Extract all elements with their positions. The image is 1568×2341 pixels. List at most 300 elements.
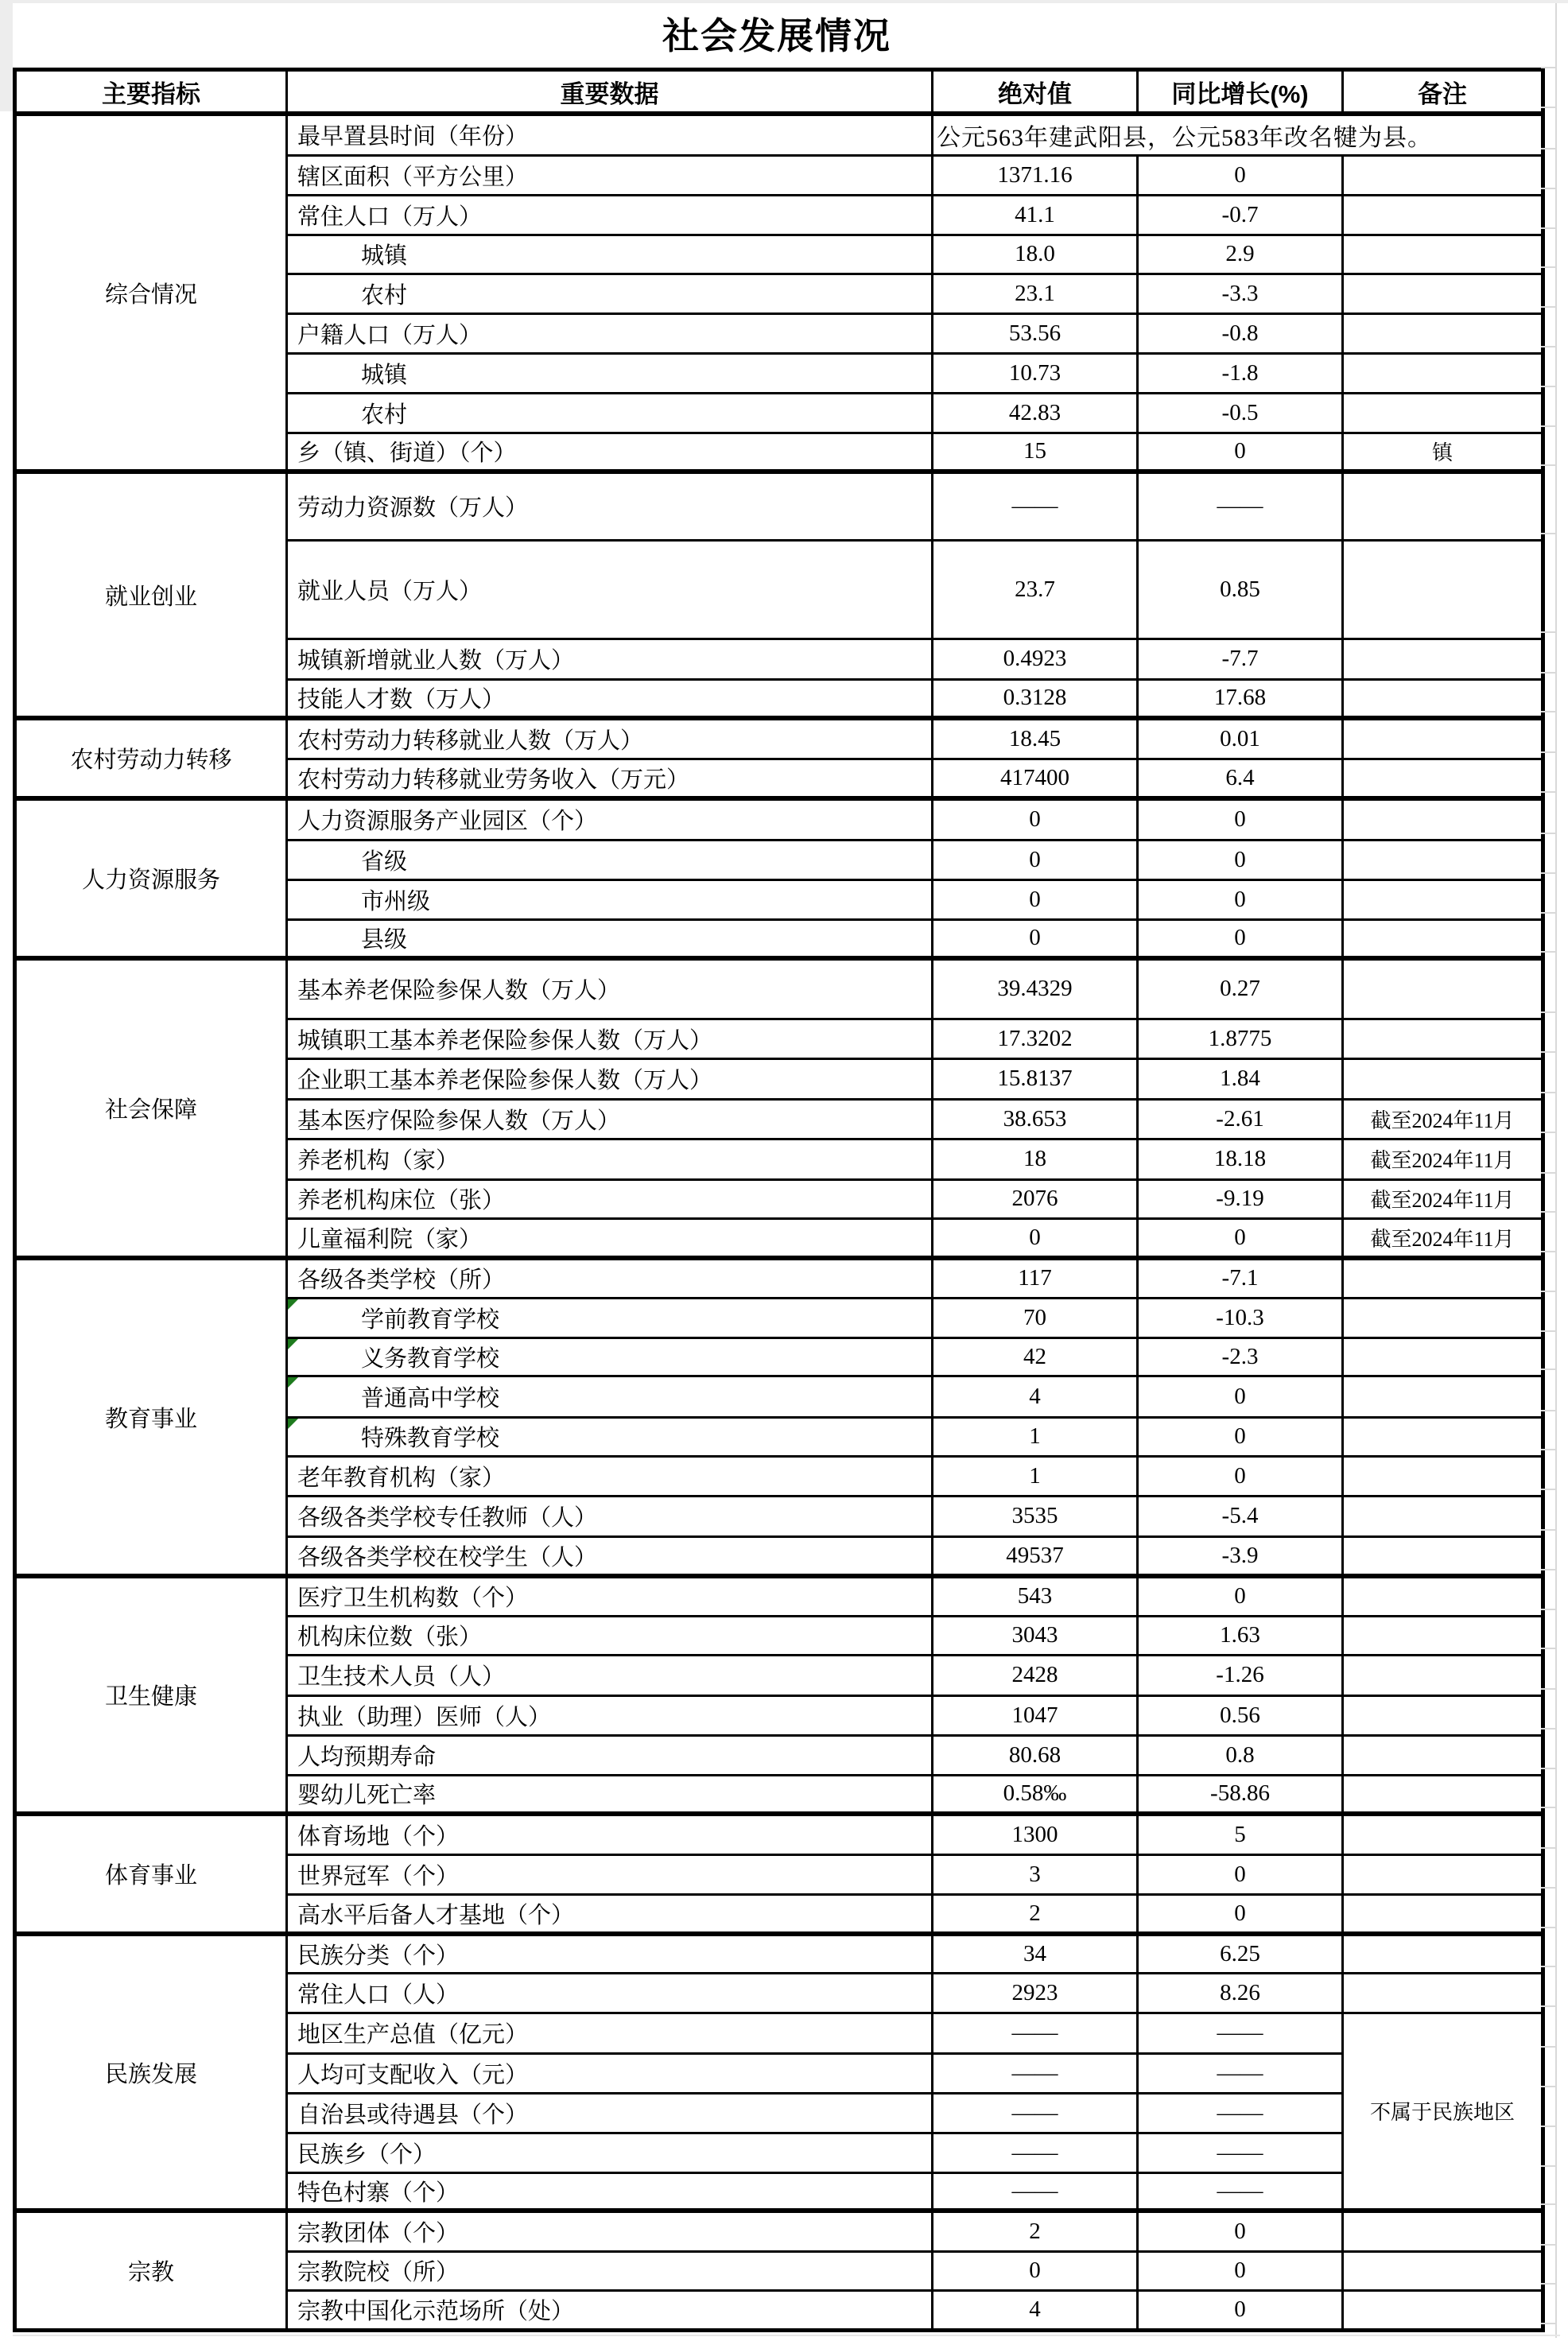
indicator-label-cell [287,1376,933,1417]
indicator-label-cell [287,472,933,540]
remark-cell [1343,235,1543,274]
indicator-label: 农村 [361,282,408,309]
absolute-value-cell: 0 [933,798,1138,840]
indicator-label-cell [287,1058,933,1099]
gutter-gridline [1541,1529,1555,1531]
remark-cell [1343,313,1543,353]
absolute-value-cell: 18 [933,1139,1138,1179]
indicator-label-cell [287,798,933,840]
gutter-gridline [1541,2046,1555,2048]
remark-cell [1343,798,1543,840]
indicator-label-cell [287,2013,933,2053]
section-name-cell: 教育事业 [15,1258,287,1576]
absolute-value-cell: 0.4923 [933,639,1138,679]
absolute-value-cell: 4 [933,2290,1138,2330]
indicator-label-cell [287,2133,933,2172]
absolute-value-cell: 1 [933,1417,1138,1456]
remark-cell [1343,1775,1543,1814]
table-row [15,1814,1543,1854]
indicator-label: 卫生技术人员（人） [297,1664,506,1690]
yoy-value-cell: —— [1138,2133,1343,2172]
gutter-gridline [1541,1410,1555,1411]
indicator-label: 机构床位数（张） [297,1625,483,1650]
remark-cell [1343,1019,1543,1058]
indicator-label: 县级 [361,927,408,953]
indicator-label: 体育场地（个） [297,1823,460,1850]
yoy-value-cell: 0.85 [1138,540,1343,639]
indicator-label: 户籍人口（万人） [297,322,483,348]
indicator-label: 义务教育学校 [361,1345,500,1372]
indicator-label: 执业（助理）医师（人） [297,1704,552,1730]
indicator-label-cell [287,1854,933,1894]
yoy-value-cell: -0.7 [1138,195,1343,235]
gutter-gridline [1541,1728,1555,1730]
absolute-value-cell: 0 [933,1218,1138,1258]
yoy-value-cell: 0 [1138,433,1343,472]
absolute-value-cell: 0.3128 [933,679,1138,718]
gutter-gridline [1541,951,1555,953]
absolute-value-cell: 0 [933,2251,1138,2290]
gutter-gridline [1541,306,1555,308]
indicator-label-cell [287,313,933,353]
error-marker-icon [288,1339,298,1349]
indicator-label: 养老机构床位（张） [297,1188,506,1213]
absolute-value-cell: 2923 [933,1973,1138,2013]
absolute-value-cell: —— [933,472,1138,540]
gutter-gridline [1541,148,1555,149]
section-name-cell: 民族发展 [15,1934,287,2211]
yoy-value-cell: —— [1138,472,1343,540]
remark-cell: 截至2024年11月 [1343,1179,1543,1218]
yoy-value-cell: -5.4 [1138,1496,1343,1536]
yoy-value-cell: 6.25 [1138,1934,1343,1973]
gutter-gridline [1541,631,1555,633]
remark-cell [1343,1735,1543,1775]
gutter-gridline [1541,1330,1555,1332]
absolute-value-cell: 15 [933,433,1138,472]
error-marker-icon [288,1299,298,1310]
indicator-label-cell [287,235,933,274]
indicator-label: 宗教院校（所） [297,2260,460,2285]
absolute-value-cell: 41.1 [933,195,1138,235]
indicator-label-cell [287,2172,933,2211]
remark-cell [1343,1695,1543,1735]
indicator-label-cell [287,1973,933,2013]
indicator-label: 学前教育学校 [361,1306,500,1333]
absolute-value-cell: 49537 [933,1536,1138,1576]
gutter-gridline [1541,1172,1555,1174]
gutter-gridline [1541,1092,1555,1093]
indicator-label: 各级各类学校专任教师（人） [297,1505,598,1531]
yoy-value-cell: 0 [1138,2290,1343,2330]
indicator-label: 农村 [361,402,408,428]
table-row [15,718,1543,759]
indicator-label: 人均预期寿命 [297,1744,437,1770]
error-marker-icon [288,1419,298,1429]
indicator-label-cell [287,2251,933,2290]
yoy-value-cell: —— [1138,2172,1343,2211]
page-edge-left [0,0,13,111]
yoy-value-cell: -7.1 [1138,1258,1343,1298]
indicator-label: 人均可支配收入（元） [297,2062,529,2088]
remark-cell [1343,195,1543,235]
yoy-value-cell: 1.8775 [1138,1019,1343,1058]
gutter-gridline [1541,533,1555,534]
remark-cell [1343,1576,1543,1616]
yoy-value-cell: -7.7 [1138,639,1343,679]
absolute-value-cell: 4 [933,1376,1138,1417]
indicator-label: 企业职工基本养老保险参保人数（万人） [297,1068,713,1093]
gutter-gridline [1541,1569,1555,1570]
absolute-value-cell: 417400 [933,759,1138,798]
gutter-gridline [1541,1291,1555,1292]
indicator-label: 世界冠军（个） [297,1863,460,1889]
gutter-gridline [1541,2283,1555,2285]
remark-cell [1343,1496,1543,1536]
yoy-value-cell: 0 [1138,1376,1343,1417]
indicator-label-cell [287,679,933,718]
indicator-label-cell [287,1456,933,1496]
remark-cell [1343,274,1543,313]
gutter-gridline [1541,1927,1555,1928]
indicator-label-cell [287,919,933,958]
yoy-value-cell: 0.01 [1138,718,1343,759]
remark-cell [1343,1655,1543,1695]
section-name-cell: 就业创业 [15,472,287,718]
yoy-value-cell: 6.4 [1138,759,1343,798]
table-row [15,114,1543,155]
remark-cell [1343,1536,1543,1576]
indicator-label-cell [287,1258,933,1298]
absolute-value-cell: 3 [933,1854,1138,1894]
remark-cell: 截至2024年11月 [1343,1139,1543,1179]
indicator-label-cell [287,1019,933,1058]
absolute-value-cell: 23.7 [933,540,1138,639]
absolute-value-cell: 53.56 [933,313,1138,353]
indicator-label-cell [287,1735,933,1775]
absolute-value-cell: —— [933,2053,1138,2093]
absolute-value-cell: 543 [933,1576,1138,1616]
yoy-value-cell: 0 [1138,1417,1343,1456]
yoy-value-cell: 5 [1138,1814,1343,1854]
table-row [15,472,1543,540]
absolute-value-cell: 0.58‰ [933,1775,1138,1814]
indicator-label: 乡（镇、街道）（个） [297,441,517,467]
absolute-value-cell: 42.83 [933,393,1138,433]
section-name-cell: 人力资源服务 [15,798,287,958]
indicator-label-cell [287,1616,933,1655]
yoy-value-cell: —— [1138,2093,1343,2133]
gutter-gridline [1541,67,1555,68]
merged-value-cell: 公元563年建武阳县，公元583年改名犍为县。 [933,114,1543,155]
indicator-label: 最早置县时间（年份） [297,124,529,150]
yoy-value-cell: 0.27 [1138,958,1343,1019]
indicator-label-cell [287,1139,933,1179]
indicator-label: 农村劳动力转移就业劳务收入（万元） [297,767,690,793]
indicator-label-cell [287,2093,933,2133]
gutter-gridline [1541,2323,1555,2324]
yoy-value-cell: —— [1138,2053,1343,2093]
indicator-label: 高水平后备人才基地（个） [297,1902,575,1928]
indicator-label: 城镇 [361,243,408,269]
indicator-label-cell [287,1298,933,1337]
indicator-label-cell [287,393,933,433]
yoy-value-cell: -0.8 [1138,313,1343,353]
gutter-gridline [1541,1847,1555,1849]
indicator-label: 各级各类学校（所） [297,1268,506,1294]
absolute-value-cell: 1 [933,1456,1138,1496]
indicator-label-cell [287,1496,933,1536]
error-marker-icon [288,1377,298,1388]
gutter-gridline [1541,2244,1555,2246]
gutter-gridline [1541,1211,1555,1213]
indicator-label: 民族乡（个） [297,2141,437,2168]
absolute-value-cell: 2076 [933,1179,1138,1218]
indicator-label: 省级 [361,848,408,875]
indicator-label: 地区生产总值（亿元） [297,2022,529,2048]
yoy-value-cell: 17.68 [1138,679,1343,718]
gutter-gridline [1541,2203,1555,2205]
header-row [15,70,1543,115]
remark-cell [1343,958,1543,1019]
yoy-value-cell: 1.84 [1138,1058,1343,1099]
gutter-gridline [1541,833,1555,834]
indicator-label-cell [287,1179,933,1218]
yoy-value-cell: -1.8 [1138,353,1343,393]
yoy-value-cell: 0 [1138,1854,1343,1894]
absolute-value-cell: 38.653 [933,1099,1138,1139]
remark-cell [1343,353,1543,393]
gutter-gridline [1541,1489,1555,1490]
remark-cell [1343,1456,1543,1496]
yoy-value-cell: 0 [1138,1218,1343,1258]
gutter-gridline [1541,2086,1555,2087]
absolute-value-cell: 0 [933,879,1138,919]
absolute-value-cell: 18.0 [933,235,1138,274]
yoy-value-cell: 0 [1138,1456,1343,1496]
indicator-label: 城镇新增就业人数（万人） [297,648,575,674]
indicator-label-cell [287,274,933,313]
remark-cell [1343,1058,1543,1099]
col-header-indicator: 主要指标 [15,70,287,115]
col-header-yoy: 同比增长(%) [1138,70,1343,115]
yoy-value-cell: 0 [1138,1894,1343,1934]
yoy-value-cell: -0.5 [1138,393,1343,433]
indicator-label: 基本养老保险参保人数（万人） [297,978,621,1004]
yoy-value-cell: -3.9 [1138,1536,1343,1576]
indicator-label: 基本医疗保险参保人数（万人） [297,1108,621,1134]
absolute-value-cell: 117 [933,1258,1138,1298]
gutter-gridline [1541,1768,1555,1769]
gutter-gridline-vertical [1555,3,1557,2338]
gutter-gridline [1541,464,1555,466]
absolute-value-cell: 1300 [933,1814,1138,1854]
absolute-value-cell: —— [933,2013,1138,2053]
yoy-value-cell: -1.26 [1138,1655,1343,1695]
indicator-label: 自治县或待遇县（个） [297,2102,529,2128]
indicator-label-cell [287,1655,933,1695]
remark-cell [1343,1337,1543,1376]
yoy-value-cell: 8.26 [1138,1973,1343,2013]
gutter-gridline [1541,1051,1555,1053]
indicator-label: 民族分类（个） [297,1943,460,1969]
section-name-cell: 卫生健康 [15,1576,287,1814]
table-row [15,1576,1543,1616]
section-name-cell: 综合情况 [15,114,287,472]
indicator-label: 各级各类学校在校学生（人） [297,1544,598,1570]
indicator-label: 宗教团体（个） [297,2220,460,2246]
remark-cell [1343,393,1543,433]
indicator-label: 市州级 [361,888,431,914]
gutter-gridline [1541,1688,1555,1690]
indicator-label: 城镇职工基本养老保险参保人数（万人） [297,1027,713,1054]
gutter-gridline [1541,425,1555,427]
remark-cell: 截至2024年11月 [1343,1218,1543,1258]
table-row [15,798,1543,840]
indicator-label: 常住人口（万人） [297,204,483,230]
indicator-label-cell [287,195,933,235]
indicator-label-cell [287,840,933,879]
remark-cell [1343,1854,1543,1894]
indicator-label-cell [287,1695,933,1735]
absolute-value-cell: —— [933,2133,1138,2172]
indicator-label: 城镇 [361,362,408,388]
absolute-value-cell: 15.8137 [933,1058,1138,1099]
table-body [15,114,1543,2330]
absolute-value-cell: 1371.16 [933,155,1138,195]
remark-cell [1343,1417,1543,1456]
gutter-gridline [1541,386,1555,387]
absolute-value-cell: 2428 [933,1655,1138,1695]
gutter-gridline [1541,346,1555,347]
bottom-sheet-gridline [13,2335,1560,2336]
indicator-label-cell [287,1417,933,1456]
indicator-label: 儿童福利院（家） [297,1226,483,1252]
absolute-value-cell: 2 [933,1894,1138,1934]
indicator-label: 宗教中国化示范场所（处） [297,2299,575,2324]
indicator-label-cell [287,1099,933,1139]
indicator-label: 养老机构（家） [297,1148,460,1174]
gutter-gridline [1541,107,1555,108]
yoy-value-cell: 0 [1138,798,1343,840]
absolute-value-cell: 34 [933,1934,1138,1973]
yoy-value-cell: 0 [1138,919,1343,958]
remark-cell: 截至2024年11月 [1343,1099,1543,1139]
indicator-label-cell [287,1536,933,1576]
gutter-gridline [1541,872,1555,874]
remark-cell [1343,2211,1543,2251]
gutter-gridline [1541,2005,1555,2007]
absolute-value-cell: 17.3202 [933,1019,1138,1058]
indicator-label: 特色村寨（个） [297,2180,460,2206]
indicator-label: 医疗卫生机构数（个） [297,1586,529,1612]
gutter-gridline [1541,266,1555,268]
yoy-value-cell: 1.63 [1138,1616,1343,1655]
col-header-data: 重要数据 [287,70,933,115]
yoy-value-cell: -3.3 [1138,274,1343,313]
absolute-value-cell: 39.4329 [933,958,1138,1019]
indicator-label: 特殊教育学校 [361,1426,500,1451]
table-row [15,958,1543,1019]
yoy-value-cell: 0.8 [1138,1735,1343,1775]
remark-cell [1343,1973,1543,2013]
remark-cell [1343,718,1543,759]
indicator-label: 辖区面积（平方公里） [297,164,529,190]
indicator-label: 就业人员（万人） [297,578,483,604]
absolute-value-cell: 1047 [933,1695,1138,1735]
section-name-cell: 体育事业 [15,1814,287,1934]
indicator-label: 常住人口（人） [297,1982,460,2008]
absolute-value-cell: —— [933,2172,1138,2211]
yoy-value-cell: -2.3 [1138,1337,1343,1376]
gutter-gridline [1541,672,1555,674]
indicator-label-cell [287,353,933,393]
indicator-label-cell [287,1337,933,1376]
indicator-label-cell [287,433,933,472]
yoy-value-cell: -10.3 [1138,1298,1343,1337]
absolute-value-cell: 0 [933,840,1138,879]
indicator-label: 劳动力资源数（万人） [297,495,529,522]
merged-remark-cell: 不属于民族地区 [1343,2013,1543,2211]
yoy-value-cell: 0 [1138,2211,1343,2251]
absolute-value-cell: 2 [933,2211,1138,2251]
indicator-label-cell [287,1814,933,1854]
yoy-value-cell: 0 [1138,840,1343,879]
yoy-value-cell: 18.18 [1138,1139,1343,1179]
indicator-label-cell [287,1934,933,1973]
gutter-gridline [1541,1648,1555,1649]
gutter-gridline [1541,188,1555,189]
indicator-label-cell [287,1775,933,1814]
remark-cell [1343,639,1543,679]
remark-cell [1343,2251,1543,2290]
page-title: 社会发展情况 [662,16,891,56]
indicator-label-cell [287,2053,933,2093]
gutter-gridline [1541,1887,1555,1889]
remark-cell [1343,1894,1543,1934]
remark-cell [1343,1298,1543,1337]
section-name-cell: 社会保障 [15,958,287,1258]
indicator-label-cell [287,2211,933,2251]
yoy-value-cell: 0 [1138,879,1343,919]
indicator-label: 婴幼儿死亡率 [297,1783,437,1809]
indicator-label-cell [287,958,933,1019]
indicator-label-cell [287,155,933,195]
gutter-gridline [1541,791,1555,793]
remark-cell [1343,879,1543,919]
gutter-gridline [1541,1132,1555,1133]
gutter-gridline [1541,227,1555,229]
remark-cell [1343,2290,1543,2330]
yoy-value-cell: -9.19 [1138,1179,1343,1218]
indicator-label: 农村劳动力转移就业人数（万人） [297,728,644,754]
gutter-gridline [1541,1449,1555,1450]
absolute-value-cell: 80.68 [933,1735,1138,1775]
table-row [15,2211,1543,2251]
yoy-value-cell: 2.9 [1138,235,1343,274]
yoy-value-cell: 0 [1138,1576,1343,1616]
remark-cell [1343,540,1543,639]
remark-cell [1343,155,1543,195]
remark-cell [1343,759,1543,798]
gutter-gridline [1541,2126,1555,2127]
gutter-gridline [1541,1368,1555,1370]
indicator-label: 技能人才数（万人） [297,687,506,713]
indicator-label-cell [287,1576,933,1616]
table-row [15,1258,1543,1298]
remark-cell [1343,1376,1543,1417]
col-header-remark: 备注 [1343,70,1543,115]
